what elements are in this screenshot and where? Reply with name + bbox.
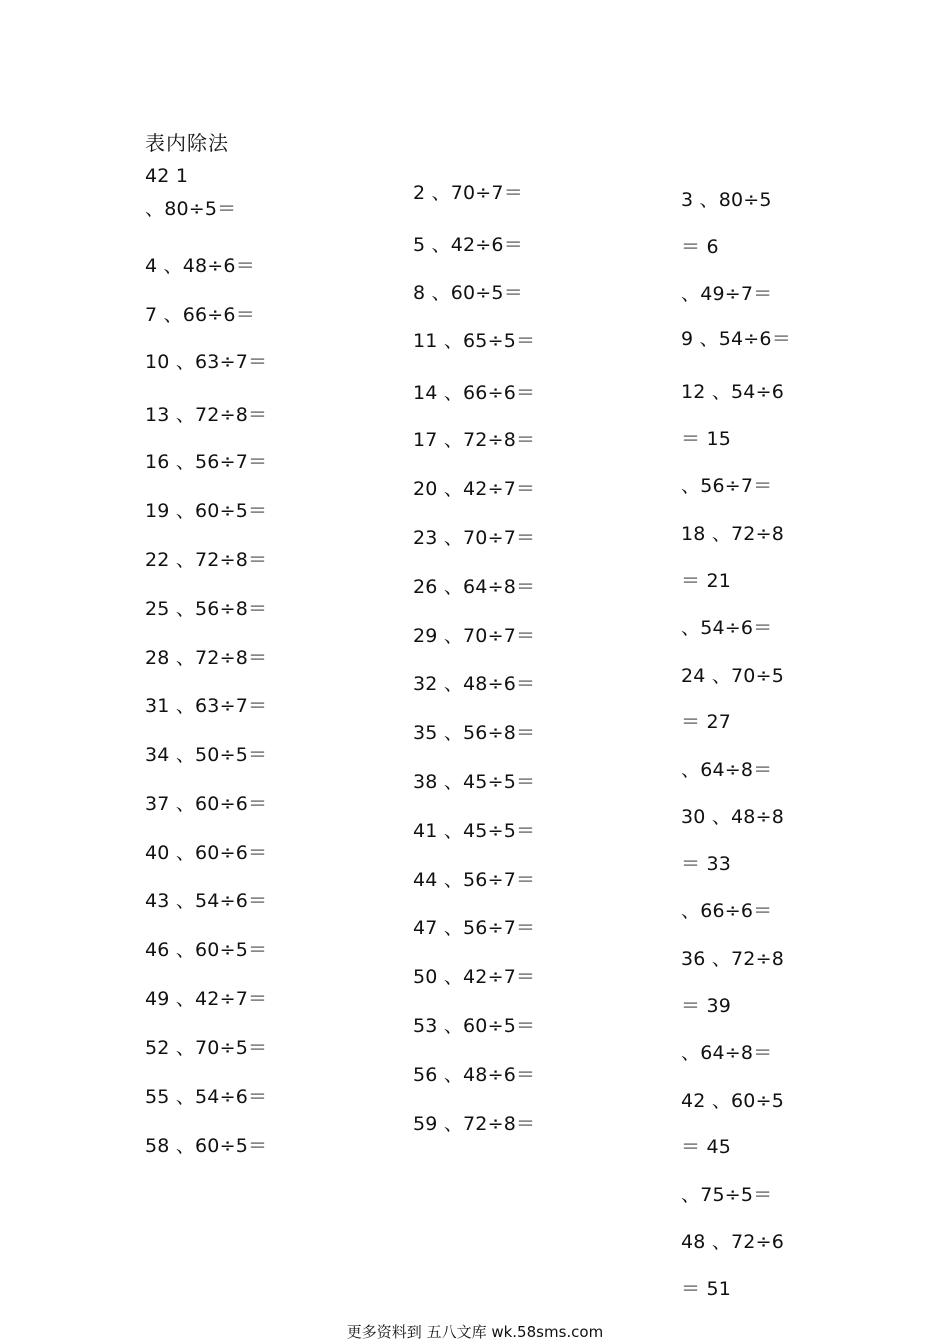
problem-item: 29 、70÷7＝ <box>413 625 536 647</box>
problem-item: 18 、72÷8 <box>681 523 785 545</box>
problem-item: 52 、70÷5＝ <box>145 1037 268 1059</box>
problem-item: 49 、42÷7＝ <box>145 988 268 1010</box>
problem-item: 9 、54÷6＝ <box>681 328 791 350</box>
problem-item: 、49÷7＝ <box>681 283 773 305</box>
problem-item: 47 、56÷7＝ <box>413 917 536 939</box>
problem-item: 31 、63÷7＝ <box>145 695 268 717</box>
problem-item: 11 、65÷5＝ <box>413 330 536 352</box>
problem-item: 53 、60÷5＝ <box>413 1015 536 1037</box>
problem-answer-line: ＝ 21 <box>681 570 732 592</box>
page-title: 表内除法 <box>145 131 229 155</box>
problem-item: 12 、54÷6 <box>681 381 785 403</box>
problem-item: 5 、42÷6＝ <box>413 234 523 256</box>
problem-item: 17 、72÷8＝ <box>413 429 536 451</box>
problem-item: 40 、60÷6＝ <box>145 842 268 864</box>
problem-answer-line: ＝ 27 <box>681 711 732 733</box>
problem-item: 55 、54÷6＝ <box>145 1086 268 1108</box>
problem-item: 13 、72÷8＝ <box>145 404 268 426</box>
problem-item: 44 、56÷7＝ <box>413 869 536 891</box>
problem-item: 42 、60÷5 <box>681 1090 785 1112</box>
problem-item: 30 、48÷8 <box>681 806 785 828</box>
problem-answer-line: ＝ 51 <box>681 1278 732 1300</box>
problem-item: 35 、56÷8＝ <box>413 722 536 744</box>
problem-item: 2 、70÷7＝ <box>413 182 523 204</box>
problem-item: 59 、72÷8＝ <box>413 1113 536 1135</box>
problem-item: 、54÷6＝ <box>681 617 773 639</box>
problem-item: 16 、56÷7＝ <box>145 451 268 473</box>
problem-item: 24 、70÷5 <box>681 665 785 687</box>
problem-item: 48 、72÷6 <box>681 1231 785 1253</box>
problem-answer-line: ＝ 15 <box>681 428 732 450</box>
problem-item: 19 、60÷5＝ <box>145 500 268 522</box>
problem-item: 7 、66÷6＝ <box>145 304 255 326</box>
problem-item: 、75÷5＝ <box>681 1184 773 1206</box>
problem-item: 56 、48÷6＝ <box>413 1064 536 1086</box>
problem-item: 25 、56÷8＝ <box>145 598 268 620</box>
problem-item: 14 、66÷6＝ <box>413 382 536 404</box>
problem-item: 26 、64÷8＝ <box>413 576 536 598</box>
header-numbers: 42 1 <box>145 165 189 187</box>
problem-item: 、56÷7＝ <box>681 475 773 497</box>
problem-item: 38 、45÷5＝ <box>413 771 536 793</box>
problem-answer-line: ＝ 6 <box>681 236 719 258</box>
problem-answer-line: ＝ 33 <box>681 853 732 875</box>
problem-item: 58 、60÷5＝ <box>145 1135 268 1157</box>
problem-item: 41 、45÷5＝ <box>413 820 536 842</box>
problem-item: 32 、48÷6＝ <box>413 673 536 695</box>
problem-item: 37 、60÷6＝ <box>145 793 268 815</box>
problem-answer-line: ＝ 39 <box>681 995 732 1017</box>
problem-item: 23 、70÷7＝ <box>413 527 536 549</box>
problem-item: 34 、50÷5＝ <box>145 744 268 766</box>
footer-note: 更多资料到 五八文库 wk.58sms.com <box>346 1323 604 1341</box>
problem-item: 8 、60÷5＝ <box>413 282 523 304</box>
problem-item: 36 、72÷8 <box>681 948 785 970</box>
problem-item: 、66÷6＝ <box>681 900 773 922</box>
problem-item: 10 、63÷7＝ <box>145 351 268 373</box>
problem-item: 、64÷8＝ <box>681 1042 773 1064</box>
problem-item: 22 、72÷8＝ <box>145 549 268 571</box>
problem-item: 3 、80÷5 <box>681 189 772 211</box>
problem-item: 43 、54÷6＝ <box>145 890 268 912</box>
problem-item: 、64÷8＝ <box>681 759 773 781</box>
problem-item: 4 、48÷6＝ <box>145 255 255 277</box>
problem-item: 50 、42÷7＝ <box>413 966 536 988</box>
problem-item: 、80÷5＝ <box>145 198 237 220</box>
problem-answer-line: ＝ 45 <box>681 1136 732 1158</box>
problem-item: 20 、42÷7＝ <box>413 478 536 500</box>
problem-item: 46 、60÷5＝ <box>145 939 268 961</box>
problem-item: 28 、72÷8＝ <box>145 647 268 669</box>
